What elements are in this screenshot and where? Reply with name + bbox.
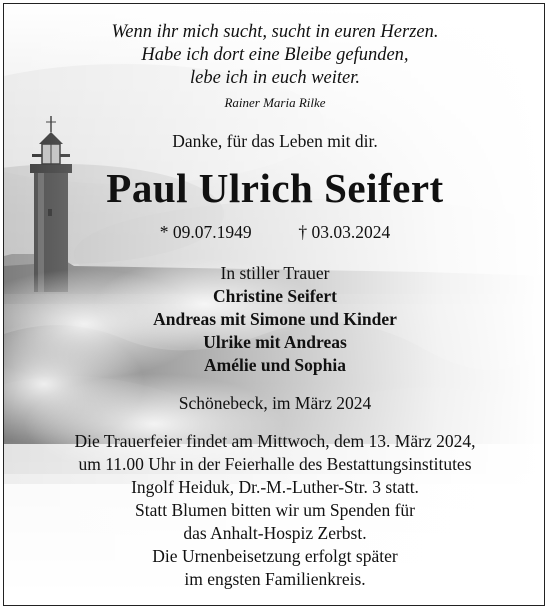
mourner-name: Ulrike mit Andreas [203, 332, 347, 352]
notice-line: Statt Blumen bitten wir um Spenden für [135, 500, 415, 520]
thanks-line: Danke, für das Leben mit dir. [172, 131, 378, 151]
notice-line: um 11.00 Uhr in der Feierhalle des Bestattungsinstitutes [78, 454, 472, 474]
poem-author: Rainer Maria Rilke [224, 95, 326, 110]
poem-line: Wenn ihr mich sucht, sucht in euren Herzen. [111, 22, 439, 42]
notice-line: Ingolf Heiduk, Dr.-M.-Luther-Str. 3 statt. [131, 477, 419, 497]
mourners-intro: In stiller Trauer [220, 263, 330, 283]
poem-line: Habe ich dort eine Bleibe gefunden, [141, 45, 409, 65]
notice-line: das Anhalt-Hospiz Zerbst. [183, 523, 367, 543]
mourner-name: Andreas mit Simone und Kinder [153, 309, 397, 329]
obituary-card [3, 3, 545, 606]
obituary-text [4, 4, 545, 606]
deceased-name: Paul Ulrich Seifert [106, 165, 444, 211]
notice-line: im engsten Familienkreis. [184, 569, 366, 589]
death-date: † 03.03.2024 [298, 222, 391, 242]
place-date: Schönebeck, im März 2024 [178, 393, 372, 413]
notice-line: Die Urnenbeisetzung erfolgt später [152, 546, 398, 566]
notice-line: Die Trauerfeier findet am Mittwoch, dem 13. März 2024, [74, 431, 476, 451]
mourner-name: Christine Seifert [213, 286, 337, 306]
birth-date: * 09.07.1949 [159, 222, 252, 242]
life-dates [4, 222, 545, 243]
mourner-name: Amélie und Sophia [204, 355, 346, 375]
poem-line: lebe ich in euch weiter. [189, 68, 361, 88]
